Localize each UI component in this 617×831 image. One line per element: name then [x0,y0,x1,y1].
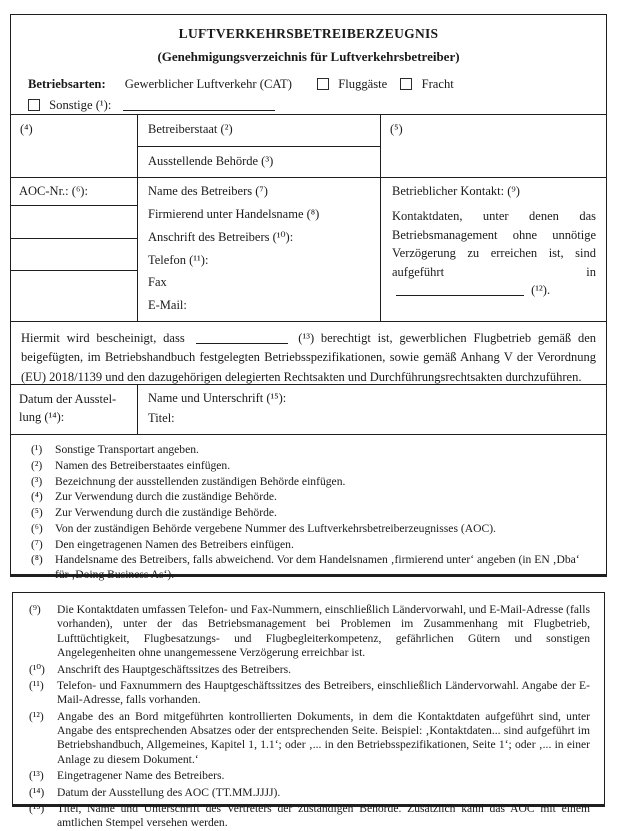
certification-text-before: Hiermit wird bescheinigt, dass [21,331,185,345]
footnote-marker: (⁹) [29,603,41,616]
trading-name-label: Firmierend unter Handelsname (⁸) [148,206,320,221]
name-signature-label: Name und Unterschrift (¹⁵): [148,391,287,405]
footnote-item [29,603,590,661]
certificate-form-box [10,14,607,581]
form-header [11,15,606,114]
authority-use-cell-5 [381,115,606,177]
table-row-authority [11,114,606,177]
footnote-marker: (¹⁴) [29,785,45,799]
fluggaeste-label: Fluggäste [338,77,388,91]
operator-name-label: Name des Betreibers (⁷) [148,184,268,198]
fracht-checkbox[interactable] [400,78,412,90]
footnote-item [31,538,596,552]
betriebsarten-label: Betriebsarten: [28,77,106,91]
footnote-marker: (⁴) [31,490,43,504]
footnote-item [29,710,590,768]
fracht-label: Fracht [421,77,454,91]
footnote-item [29,802,590,831]
footnote-marker: (⁵) [31,506,43,519]
footnote-text: Namen des Betreiberstaates einfügen. [55,458,231,472]
footnote-marker: (¹¹) [29,678,44,692]
operator-details-cell [138,178,381,321]
certification-text-after: (¹³) berechtigt ist, gewerblichen Flugbetrieb gemäß den beigefügten, im Betriebshandbuch festgelegten Betriebsspezifikationen, sowie gemäß Anhang V der Verordnung (EU) 2018/1139 und den dazugehörigen delegierten Rechtsakten und Durchführungsrechtsakten durchzuführen. [21,331,597,384]
footnote-item [29,769,590,783]
footnote-marker: (¹) [31,443,43,456]
kontakt-heading: Betrieblicher Kontakt: (⁹) [392,184,520,198]
footnote-item [31,475,596,489]
betreiberstaat-field: Betreiberstaat (²) [138,115,380,147]
sonstige-blank-field[interactable] [123,100,275,111]
footnote-text: Von der zuständigen Behörde vergebene Nummer des Luftverkehrsbetreiberzeugnisses (AOC). [55,521,496,535]
ausstellende-behoerde-field: Ausstellende Behörde (³) [148,153,274,168]
footnote-item [31,522,596,536]
footnote-text: Titel, Name und Unterschrift des Vertreters der zuständigen Behörde. Zusätzlich kann das AOC mit einem amtlichen Stempel versehen werden. [57,801,590,830]
aoc-blank-line-2[interactable] [11,239,137,271]
kontakt-text-after: (¹²). [531,283,551,297]
cat-option-label: Gewerblicher Luftverkehr (CAT) [124,77,292,91]
footnote-marker: (⁸) [31,553,43,567]
footnote-text: Anschrift des Hauptgeschäftssitzes des Betreibers. [57,662,292,676]
certification-blank-field[interactable] [196,333,288,344]
footnote-marker: (¹²) [29,709,44,723]
footnote-text: Zur Verwendung durch die zuständige Behörde. [55,506,277,519]
footnote-marker: (¹³) [29,769,44,783]
footnote-text: Angabe des an Bord mitgeführten kontrollierten Dokuments, in dem die Kontaktdaten aufgeführt sind, unter Angabe des entsprechenden Absatzes oder der entsprechenden Seite. Beispiel: ‚Kontaktdaten... sind aufgeführt im Betriebshandbuch, Allgemeines, Kapitel 1, 1.1‘; oder ‚... in den Betriebsspezifikationen, Seite 1‘; oder ‚... in einer Anlage zu diesem Dokument.‘ [57,709,590,766]
aoc-number-label: AOC-Nr.: (⁶): [11,178,137,206]
footnote-text: Zur Verwendung durch die zuständige Behörde. [55,490,277,504]
sonstige-checkbox[interactable] [28,99,40,111]
issue-date-cell: Datum der Ausstellung (¹⁴): [11,385,138,434]
aoc-number-cell [11,178,138,321]
certification-statement [11,321,606,384]
betriebsarten-row [21,77,596,92]
fax-label: Fax [148,275,167,289]
aoc-blank-line-1[interactable] [11,206,137,239]
table-row-operator [11,177,606,321]
footnote-text: Handelsname des Betreibers, falls abweichend. Vor dem Handelsnamen ‚firmierend unter‘ angeben (in EN ‚Dba‘ für ‚Doing Business As‘). [55,553,580,581]
state-authority-cell [138,115,381,177]
operational-contact-cell [381,178,606,321]
footnote-marker: (⁶) [31,521,43,535]
footnote-text: Telefon- und Faxnummern des Hauptgeschäftssitzes des Betreibers, einschließlich Ländervorwahl. Angabe der E-Mail-Adresse, falls vorhanden. [57,678,590,707]
footnote-marker: (²) [31,458,43,472]
footnote-ref-4: (⁴) [20,122,33,136]
kontakt-paragraph [392,207,596,300]
footnote-marker: (⁷) [31,537,43,551]
authority-use-cell-4 [11,115,138,177]
footnote-item [31,490,596,504]
footnote-text: Sonstige Transportart angeben. [55,443,199,456]
footnote-text: Bezeichnung der ausstellenden zuständigen Behörde einfügen. [55,474,346,488]
footnote-item [31,459,596,473]
title-label: Titel: [148,411,175,425]
kontakt-blank-field[interactable] [396,285,524,296]
footnote-text: Den eingetragenen Namen des Betreibers einfügen. [55,537,294,551]
page-title: LUFTVERKEHRSBETREIBERZEUGNIS [178,26,439,41]
kontakt-text-before: Kontaktdaten, unter denen das Betriebsmanagement ohne unnötige Verzögerung zu erreichen ist, sind aufgeführt in [392,209,596,279]
footnote-text: Die Kontaktdaten umfassen Telefon- und Fax-Nummern, einschließlich Ländervorwahl, und E-Mail-Adresse (falls vorhanden), unter der das Betriebsmanagement bei Problemen im Zusammenhang mit Flugbetrieb, Lufttüchtigkeit, Flugbesatzungs- und Flugbegleiterkompetenz, gefährlichen Gütern und sonstigen Angelegenheiten ohne unangemessene Verzögerung erreichbar ist. [57,603,590,660]
footnote-marker: (³) [31,474,43,488]
footnote-ref-5: (⁵) [390,122,403,136]
sonstige-label: Sonstige (¹): [49,98,112,112]
fluggaeste-checkbox[interactable] [317,78,329,90]
email-label: E-Mail: [148,297,187,312]
page-subtitle: (Genehmigungsverzeichnis für Luftverkehrsbetreiber) [157,49,460,64]
footnotes-block-1 [11,434,606,593]
footnote-item [31,506,596,520]
footnote-item [31,553,596,582]
footnote-item [29,663,590,677]
footnote-item [29,679,590,708]
operator-address-label: Anschrift des Betreibers (¹⁰): [148,230,294,244]
footnote-item [31,443,596,457]
table-row-signature [11,384,606,434]
footnote-text: Datum der Ausstellung des AOC (TT.MM.JJJJ). [57,785,281,799]
signature-cell [138,385,606,434]
footnote-text: Eingetragener Name des Betreibers. [57,769,225,783]
footnote-item [29,786,590,800]
footnotes-block-2 [12,592,605,830]
telephone-label: Telefon (¹¹): [148,252,209,267]
footnote-marker: (¹⁵) [29,801,45,815]
footnote-marker: (¹⁰) [29,662,45,676]
sonstige-row [21,98,596,113]
